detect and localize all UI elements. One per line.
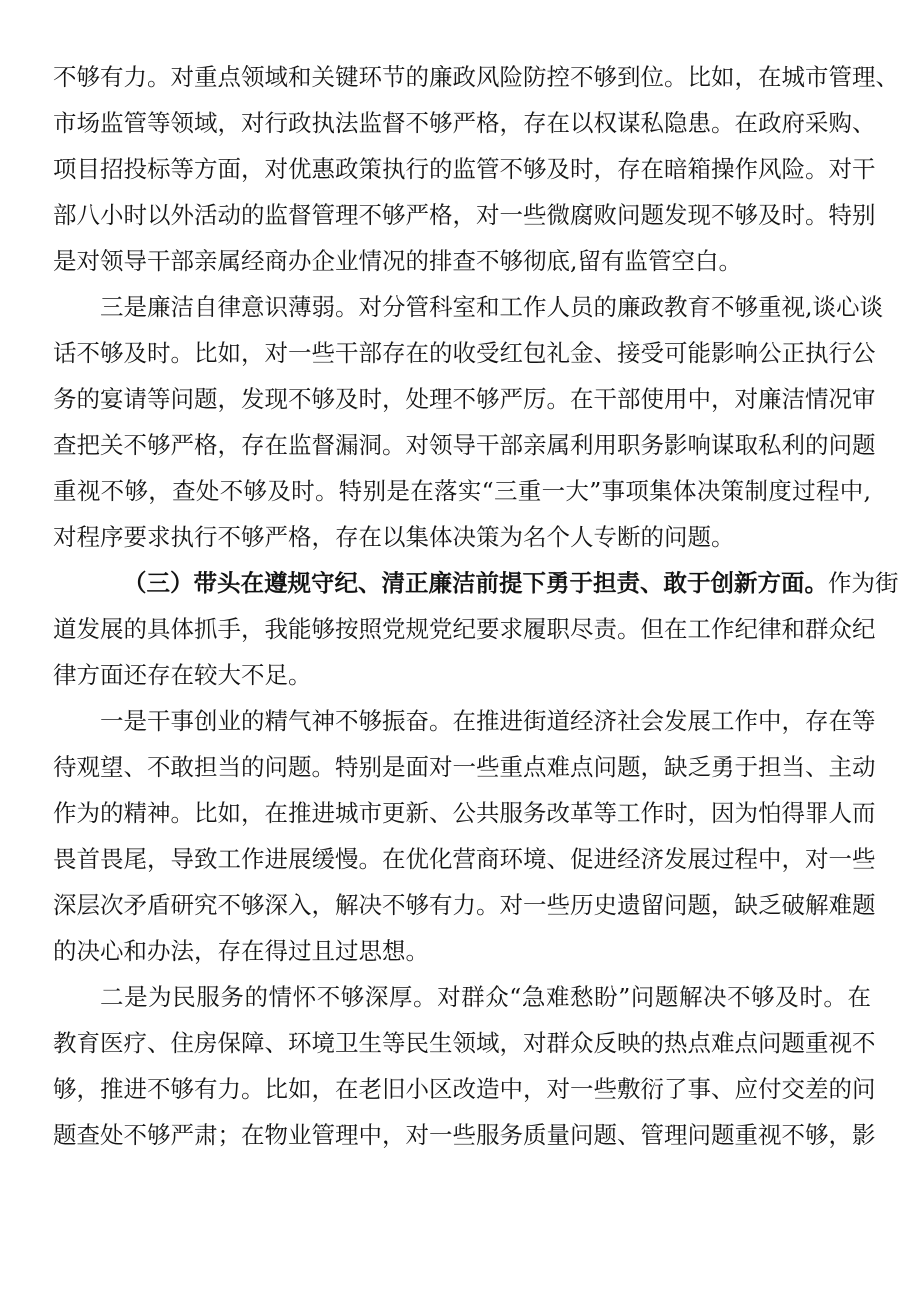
text-line: 畏首畏尾，导致工作进展缓慢。在优化营商环境、促进经济发展过程中，对一些 [53,845,876,873]
text-line: 部八小时以外活动的监督管理不够严格，对一些微腐败问题发现不够及时。特别 [53,201,876,229]
text-line: 市场监管等领域，对行政执法监督不够严格，存在以权谋私隐患。在政府采购、 [53,109,876,137]
text-line: 律方面还存在较大不足。 [53,661,312,689]
text-line: 是对领导干部亲属经商办企业情况的排查不够彻底,留有监管空白。 [53,247,742,275]
text-line: 教育医疗、住房保障、环境卫生等民生领域，对群众反映的热点难点问题重视不 [53,1029,876,1057]
paragraph-3 [53,560,899,698]
text-line: 待观望、不敢担当的问题。特别是面对一些重点难点问题，缺乏勇于担当、主动 [53,753,876,781]
text-line: 的决心和办法，存在得过且过思想。 [53,937,429,965]
text-line: 一是干事创业的精气神不够振奋。在推进街道经济社会发展工作中，存在等 [100,707,876,735]
paragraph-2 [53,284,883,560]
text-line: 重视不够，查处不够及时。特别是在落实“三重一大”事项集体决策制度过程中, [53,477,871,505]
text-line: 题查处不够严肃；在物业管理中，对一些服务质量问题、管理问题重视不够，影 [53,1121,876,1149]
text-line: 二是为民服务的情怀不够深厚。对群众“急难愁盼”问题解决不够及时。在 [100,983,871,1011]
text-line: 查把关不够严格，存在监督漏洞。对领导干部亲属利用职务影响谋取私利的问题 [53,431,876,459]
text-line: 深层次矛盾研究不够深入，解决不够有力。对一些历史遗留问题，缺乏破解难题 [53,891,876,919]
text-line: 对程序要求执行不够严格，存在以集体决策为名个人专断的问题。 [53,523,735,551]
text-line: 够，推进不够有力。比如，在老旧小区改造中，对一些敷衍了事、应付交差的问 [53,1075,876,1103]
text-line: 话不够及时。比如，对一些干部存在的收受红包礼金、接受可能影响公正执行公 [53,339,876,367]
text-run: 作为街 [828,569,899,597]
paragraph-1 [53,54,899,284]
paragraph-4 [53,698,876,974]
text-line: 道发展的具体抓手，我能够按照党规党纪要求履职尽责。但在工作纪律和群众纪 [53,615,876,643]
text-line: 作为的精神。比如，在推进城市更新、公共服务改革等工作时，因为怕得罪人而 [53,799,876,827]
text-line: 不够有力。对重点领域和关键环节的廉政风险防控不够到位。比如，在城市管理、 [53,63,899,91]
text-line: 务的宴请等问题，发现不够及时，处理不够严厉。在干部使用中，对廉洁情况审 [53,385,876,413]
document-body [53,54,899,1158]
section-heading-line [53,560,899,606]
paragraph-5 [53,974,876,1158]
text-line: 项目招投标等方面，对优惠政策执行的监管不够及时，存在暗箱操作风险。对干 [53,155,876,183]
section-heading: （三）带头在遵规守纪、清正廉洁前提下勇于担责、敢于创新方面。 [123,569,828,597]
text-line: 三是廉洁自律意识薄弱。对分管科室和工作人员的廉政教育不够重视,谈心谈 [100,293,883,321]
